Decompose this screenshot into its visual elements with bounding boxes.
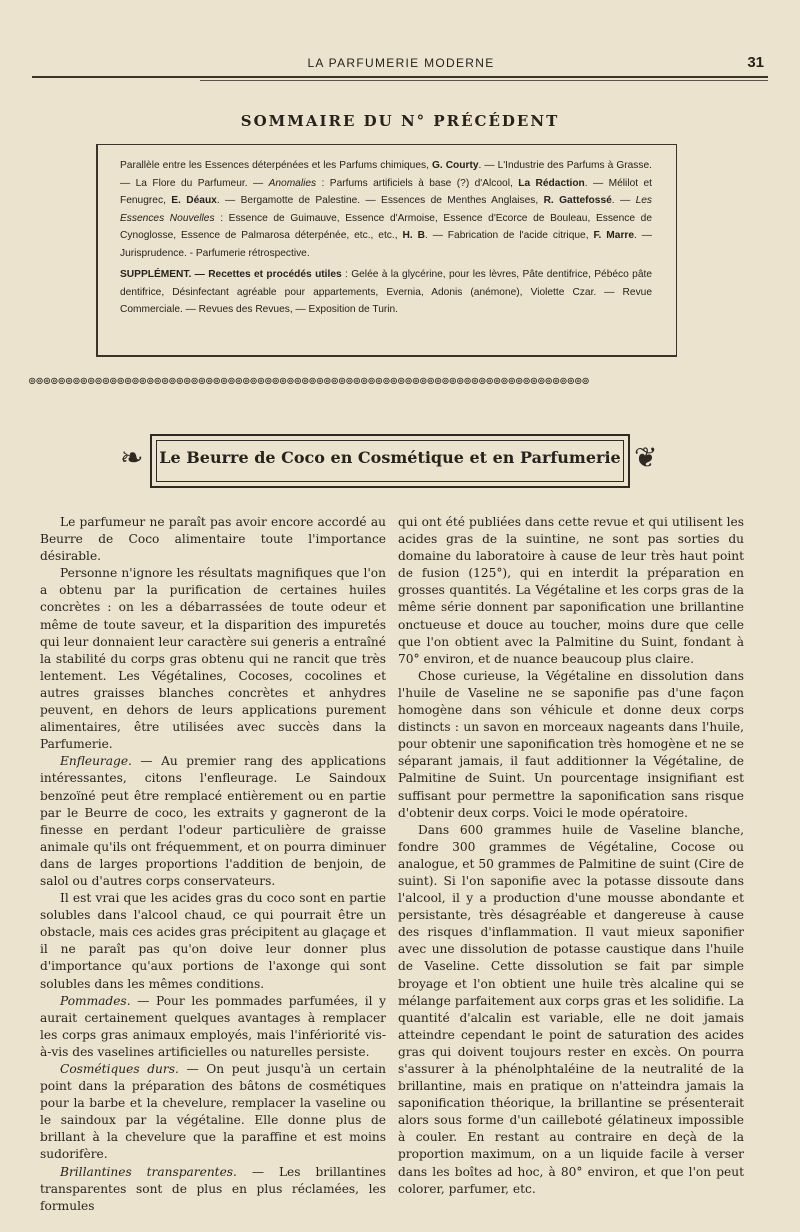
paragraph-text: Personne n'ignore les résultats magnifiques que l'on a obtenu par la purification de certaines huiles concrètes : on les a débarrassées de toute odeur et même de toute saveur, et la disparition des impuretés qui leur donnaient leur caractère sui generis a entraîné la stabilité du corps gras obtenu qui ne rancit que très lentement. Les Végétalines, Cocoses, cocolines et autres graisses blanches concrètes et anhydres peuvent, en dehors de leurs applications purement alimentaires, être utilisées avec succès dans la Parfumerie. xyxy=(40,566,386,752)
article-paragraph xyxy=(40,1164,386,1215)
summary-heading: SOMMAIRE DU N° PRÉCÉDENT xyxy=(240,112,560,130)
summary-author: La Rédaction xyxy=(518,177,585,189)
summary-author: F. Marre xyxy=(593,230,635,241)
summary-segment: . — Jurisprudence. - Parfumerie rétrospective. xyxy=(120,230,652,259)
paragraph-text: — Pour les pommades parfumées, il y aurait certainement quelques avantages à remplacer les corps gras animaux employés, mais l'infériorité vis-à-vis des vaselines artificielles ou naturelles persiste. xyxy=(40,993,386,1059)
header-rule xyxy=(32,76,768,78)
fleuron-right-icon: ❦ xyxy=(634,441,658,474)
summary-segment: . — Mélilot et Fenugrec, xyxy=(120,177,652,206)
summary-author: H. B xyxy=(402,230,425,241)
running-header xyxy=(32,54,770,74)
article-paragraph xyxy=(40,514,386,565)
article-paragraph xyxy=(398,822,744,1198)
paragraph-text: Chose curieuse, la Végétaline en dissolution dans l'huile de Vaseline ne se saponifie pas d'une façon homogène dans son véhicule et donne deux corps distincts : un savon en morceaux nageants dans l'huile, pour obtenir une saponification très homogène et ne se séparant jamais, il faut additionner la Végétaline, de Palmitine de Suint. Un pourcentage insignifiant est suffisant pour permettre la saponification sans risque d'obtenir deux corps. Voici le mode opératoire. xyxy=(398,668,744,820)
ornament-divider: ⊚⊚⊚⊚⊚⊚⊚⊚⊚⊚⊚⊚⊚⊚⊚⊚⊚⊚⊚⊚⊚⊚⊚⊚⊚⊚⊚⊚⊚⊚⊚⊚⊚⊚⊚⊚⊚⊚⊚⊚⊚⊚⊚⊚⊚⊚⊚⊚⊚⊚⊚⊚⊚⊚⊚⊚⊚⊚⊚⊚⊚⊚⊚⊚⊚⊚⊚⊚⊚⊚⊚⊚⊚⊚⊚⊚ xyxy=(28,376,589,387)
summary-segment: Parallèle entre les Essences déterpénées et les Parfums chimiques, xyxy=(120,160,432,171)
summary-segment: . — L'Industrie des Parfums à Grasse. — La Flore du Parfumeur. — xyxy=(120,160,652,189)
summary-italic: Anomalies xyxy=(268,177,317,189)
article-column-right xyxy=(398,514,744,1198)
paragraph-text: — Au premier rang des applications intéressantes, citons l'enfleurage. Le Saindoux benzoïné peut être remplacé entièrement ou en partie par le Beurre de coco, les extraits y gagneront de la finesse en perdant l'odeur particulière de graisse animale qu'ils ont fréquemment, et on pourra diminuer dans de larges proportions l'addition de benjoin, de salol ou d'autres corps conservateurs. xyxy=(40,754,386,888)
article-column-left xyxy=(40,514,386,1215)
section-lead: Cosmétiques durs. xyxy=(60,1062,179,1076)
summary-author: R. Gattefossé xyxy=(543,195,612,206)
summary-segment: : Gelée à la glycérine, pour les lèvres, Pâte dentifrice, Pébéco pâte dentifrice, Désinfectant agréable pour appartements, Evernia, Adonis (anémone), Violette Czar. — Revue Commerciale. — Revues des Revues, — Exposition de Turin. xyxy=(120,269,652,315)
summary-segment: : Parfums artificiels à base (?) d'Alcool, xyxy=(316,177,519,189)
page-number: 31 xyxy=(747,54,764,71)
paragraph-text: Le parfumeur ne paraît pas avoir encore accordé au Beurre de Coco alimentaire toute l'importance désirable. xyxy=(40,515,386,564)
article-paragraph xyxy=(398,514,744,668)
summary-author: E. Déaux xyxy=(171,195,217,206)
paragraph-text: Dans 600 grammes huile de Vaseline blanche, fondre 300 grammes de Végétaline, Cocose ou analogue, et 50 grammes de Palmitine de suint (Cire de suint). Si l'on saponifie avec la potasse dissoute dans l'alcool, il y a production d'une mousse abondante et persistante, très désagréable et dangereuse à cause des risques d'inflammation. Il vaut mieux saponifier avec une dissolution de potasse caustique dans l'huile de Vaseline. Cette dissolution se fait par simple broyage et l'on obtient une huile très alcaline qui se mélange parfaitement aux corps gras et les solidifie. La quantité d'alcalin est variable, elle ne doit jamais atteindre cependant le point de saturation des acides gras qui doivent toujours rester en excès. On pourra s'assurer à la phénolphtaléine de la neutralité de la brillantine, mais en pratique on n'atteindra jamais la saponification théorique, la brillantine se présenterait alors sous forme d'un cailleboté gélatineux impossible à couler. En restant au contraire en deçà de la proportion maximum, on a un liquide facile à verser dans les boîtes ad hoc, à 80° environ, et que l'on peut colorer, parfumer, etc. xyxy=(398,822,744,1196)
summary-supplement xyxy=(120,266,652,319)
summary-box xyxy=(96,144,677,357)
paragraph-text: — Les brillantines transparentes sont de plus en plus réclamées, les formules xyxy=(40,1164,386,1213)
section-lead: Enfleurage. xyxy=(60,754,132,769)
article-title-box xyxy=(150,434,630,488)
summary-paragraph xyxy=(120,157,652,262)
article-paragraph xyxy=(398,668,744,822)
paragraph-text: qui ont été publiées dans cette revue et qui utilisent les acides gras de la suintine, ne sont pas sorties du domaine du laboratoire à cause de leur très haut point de fusion (125°), qui en interdit la préparation en grosses quantités. La Végétaline et les corps gras de la même série donnent par saponification une brillantine onctueuse et douce au toucher, moins dure que celle que l'on obtient avec la Palmitine du Suint, fondant à 70° environ, et de nuance beaucoup plus claire. xyxy=(398,515,744,666)
summary-segment: . — xyxy=(611,195,636,206)
supplement-lead: SUPPLÉMENT. — Recettes et procédés utiles xyxy=(120,269,342,280)
summary-text xyxy=(120,157,652,319)
summary-author: G. Courty xyxy=(431,160,479,171)
summary-segment: . — Fabrication de l'acide citrique, xyxy=(424,230,594,241)
header-rule-thin xyxy=(200,80,768,81)
article-paragraph xyxy=(40,565,386,753)
summary-italic: Les Essences Nouvelles xyxy=(120,195,652,224)
article-title: Le Beurre de Coco en Cosmétique et en Parfumerie xyxy=(159,448,621,467)
fleuron-left-icon: ❧ xyxy=(120,441,144,474)
journal-title: LA PARFUMERIE MODERNE xyxy=(307,56,495,70)
article-paragraph xyxy=(40,890,386,993)
paragraph-text: Il est vrai que les acides gras du coco sont en partie solubles dans l'alcool chaud, ce qui pourrait être un obstacle, mais ces acides gras précipitent au glaçage et il ne paraît pas qu'on doive leur donner plus d'importance qu'aux portions de l'axonge qui sont solubles dans les mêmes conditions. xyxy=(40,891,386,991)
article-paragraph xyxy=(40,753,386,890)
article-paragraph xyxy=(40,993,386,1061)
section-lead: Brillantines transparentes. xyxy=(60,1164,237,1179)
summary-segment: . — Bergamotte de Palestine. — Essences de Menthes Anglaises, xyxy=(216,195,544,206)
section-lead: Pommades. xyxy=(60,993,131,1008)
article-paragraph xyxy=(40,1061,386,1164)
paragraph-text: — On peut jusqu'à un certain point dans la préparation des bâtons de cosmétiques pour la barbe et la chevelure, remplacer la vaseline ou le saindoux par la végétaline. Elle donne plus de brillant à la chevelure que la paraffine et est moins sudorifère. xyxy=(40,1062,386,1162)
summary-segment: : Essence de Guimauve, Essence d'Armoise, Essence d'Ecorce de Bouleau, Essence de Cynoglosse, Essence de Palmarosa déterpénée, etc., etc., xyxy=(120,212,652,241)
